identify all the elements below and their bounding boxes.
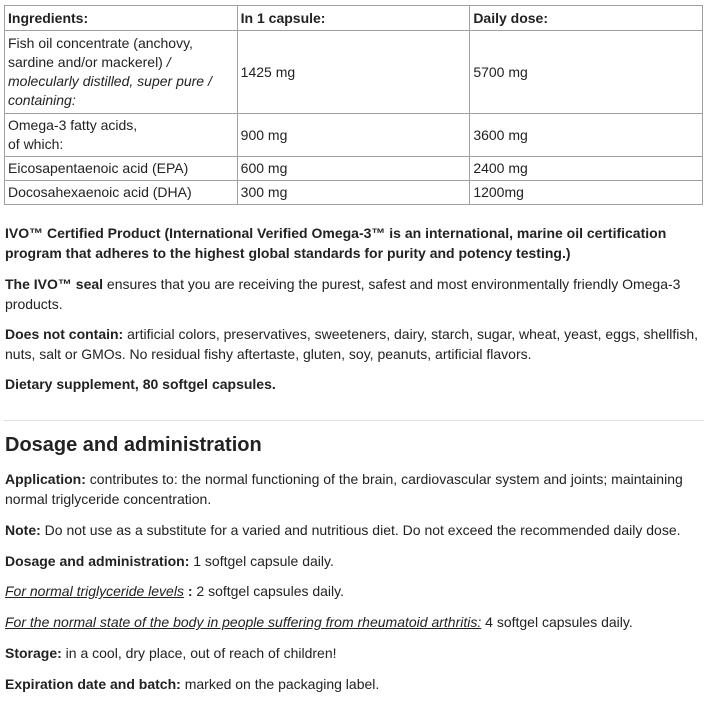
supplement-text: Dietary supplement, 80 softgel capsules.	[5, 376, 276, 392]
daily-amount: 1200mg	[470, 181, 703, 205]
table-row	[5, 31, 703, 114]
does-not-contain-paragraph	[5, 324, 705, 364]
ingredients-table	[4, 5, 703, 205]
capsule-amount: 300 mg	[237, 181, 470, 205]
ingredient-name: Fish oil concentrate (anchovy,	[8, 35, 193, 51]
note-text: Do not use as a substitute for a varied and nutritious diet. Do not exceed the recommended daily dose.	[40, 522, 681, 538]
ingredient-name: Docosahexaenoic acid (DHA)	[5, 181, 238, 205]
ivo-certified-text: IVO™ Certified Product (International Verified Omega-3™ is an international, marine oil certification program that adheres to the highest global standards for purity and potency testing.)	[5, 225, 667, 261]
header-in-1-capsule: In 1 capsule:	[237, 6, 470, 31]
triglyceride-text: 2 softgel capsules daily.	[192, 583, 345, 599]
header-daily-dose: Daily dose:	[470, 6, 703, 31]
daily-amount: 5700 mg	[470, 31, 703, 114]
does-not-contain-label: Does not contain:	[5, 326, 124, 342]
capsule-amount: 600 mg	[237, 157, 470, 181]
expiry-paragraph	[5, 674, 705, 694]
capsule-amount: 900 mg	[237, 114, 470, 157]
storage-label: Storage:	[5, 645, 62, 661]
storage-text: in a cool, dry place, out of reach of children!	[61, 645, 337, 661]
note-paragraph	[5, 520, 705, 540]
header-ingredients: Ingredients:	[5, 6, 238, 31]
arthritis-label: For the normal state of the body in people suffering from rheumatoid arthritis:	[5, 614, 482, 630]
ingredient-slash: /	[162, 54, 171, 70]
ingredient-name: sardine and/or mackerel)	[8, 54, 163, 70]
ivo-seal-label: The IVO™ seal	[5, 276, 104, 292]
application-paragraph	[5, 469, 705, 509]
table-row	[5, 114, 703, 157]
ingredient-name-cell	[5, 114, 238, 157]
dosage-text: 1 softgel capsule daily.	[189, 553, 334, 569]
expiry-text: marked on the packaging label.	[180, 676, 380, 692]
dosage-label: Dosage and administration:	[5, 553, 190, 569]
note-label: Note:	[5, 522, 41, 538]
arthritis-text: 4 softgel capsules daily.	[481, 614, 633, 630]
ingredient-name: Omega-3 fatty acids,	[8, 117, 138, 133]
triglyceride-paragraph	[5, 581, 705, 601]
table-row	[5, 181, 703, 205]
ivo-seal-text: ensures that you are receiving the purest, safest and most environmentally friendly Omega-3 products.	[5, 276, 681, 312]
ingredient-note: molecularly distilled, super pure /	[8, 73, 212, 89]
ingredient-name: Eicosapentaenoic acid (EPA)	[5, 157, 238, 181]
capsule-amount: 1425 mg	[237, 31, 470, 114]
table-header-row	[5, 6, 703, 31]
expiry-label: Expiration date and batch:	[5, 676, 181, 692]
ingredient-name-cell	[5, 31, 238, 114]
application-text: contributes to: the normal functioning of the brain, cardiovascular system and joints; maintaining normal triglyceride concentration.	[5, 471, 683, 507]
ivo-seal-paragraph	[5, 274, 705, 314]
daily-amount: 3600 mg	[470, 114, 703, 157]
daily-amount: 2400 mg	[470, 157, 703, 181]
application-label: Application:	[5, 471, 86, 487]
storage-paragraph	[5, 643, 705, 663]
ingredient-name: of which:	[8, 136, 64, 152]
triglyceride-colon: :	[183, 583, 193, 599]
does-not-contain-text: artificial colors, preservatives, sweeteners, dairy, starch, sugar, wheat, yeast, eggs, shellfish, nuts, salt or GMOs. No residual fishy aftertaste, gluten, soy, peanuts, artificial flavors.	[5, 326, 698, 362]
triglyceride-label: For normal triglyceride levels	[5, 583, 184, 599]
ingredient-note: containing:	[8, 92, 76, 108]
table-row	[5, 157, 703, 181]
dosage-paragraph	[5, 551, 705, 571]
arthritis-paragraph	[5, 612, 705, 632]
dosage-section-title: Dosage and administration	[5, 434, 262, 456]
section-divider	[4, 420, 704, 421]
